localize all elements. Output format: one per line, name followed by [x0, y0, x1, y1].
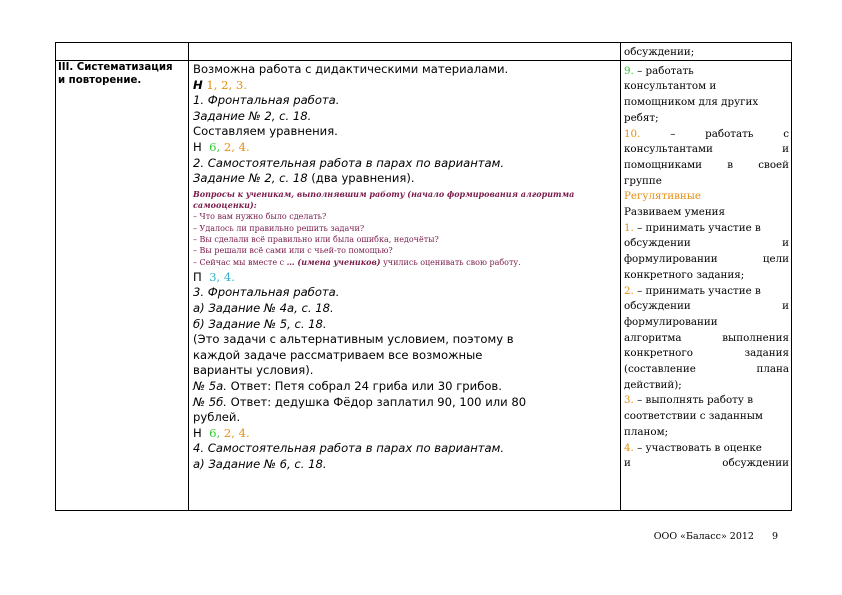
tasks-line-1: Н 1, 2, 3.: [193, 77, 247, 92]
table-border-right: [791, 43, 792, 510]
skill-10: 10. – работать с: [624, 127, 789, 140]
develop-skills-heading: Развиваем умения: [624, 206, 726, 219]
skill-line: соответствии с заданным: [624, 410, 763, 423]
pair-work-2: 4. Самостоятельная работа в парах по вариантам.: [193, 441, 505, 456]
skill-line: обсуждении;: [624, 46, 695, 58]
skill-line: конкретного задания;: [624, 268, 745, 281]
task-2-line: Задание № 2, с. 18.: [193, 108, 312, 123]
answer-5b: № 5б. Ответ: дедушка Фёдор заплатил 90, 100 или 80: [193, 394, 527, 409]
skills-cell: [624, 45, 789, 472]
question-4: – Вы решали всё сами или с чьей-то помощью?: [193, 246, 393, 256]
tasks-line-p: П 3, 4.: [193, 269, 235, 284]
questions-intro-2: самооценки):: [193, 200, 257, 211]
stage-cell: [58, 62, 183, 87]
table-border-left: [55, 43, 56, 510]
question-5: – Сейчас мы вместе с … (имена учеников) учились оценивать свою работу.: [193, 256, 521, 267]
answer-5b-cont: рублей.: [193, 410, 241, 425]
frontal-work-3: 3. Фронтальная работа.: [193, 285, 340, 300]
skill-line: (составление плана: [624, 363, 789, 376]
skill-reg-3: 3. – выполнять работу в: [624, 394, 754, 407]
page-footer: [0, 531, 778, 542]
page-number: 9: [771, 531, 778, 542]
answer-5a: № 5а. Ответ: Петя собрал 24 гриба или 30 грибов.: [193, 378, 502, 393]
tasks-line-3: Н 6, 2, 4.: [193, 425, 250, 440]
intro-line: Возможна работа с дидактическими материалами.: [193, 62, 509, 76]
skill-line: конкретного задания: [624, 347, 789, 360]
task-2-equations: Задание № 2, с. 18 (два уравнения).: [193, 171, 415, 186]
skill-line: обсуждении и: [624, 300, 789, 313]
alt-condition-line-1: (Это задачи с альтернативным условием, поэтому в: [193, 332, 514, 347]
skill-line: помощником для других: [624, 96, 759, 109]
skill-line: помощниками в своей: [624, 158, 789, 171]
skill-line: консультантами и: [624, 143, 789, 156]
frontal-work-1: 1. Фронтальная работа.: [193, 93, 340, 108]
task-6-line: а) Задание № 6, с. 18.: [193, 456, 327, 471]
skill-line: группе: [624, 174, 662, 187]
skill-line: формулировании цели: [624, 253, 789, 266]
teacher-activity-cell: [193, 62, 617, 473]
skill-reg-2: 2. – принимать участие в: [624, 284, 761, 297]
skill-reg-1: 1. – принимать участие в: [624, 221, 761, 234]
skill-9: 9. – работать: [624, 64, 694, 77]
skill-line: формулировании: [624, 315, 718, 328]
lesson-table: [55, 42, 792, 511]
pair-work-1: 2. Самостоятельная работа в парах по вариантам.: [193, 155, 505, 170]
question-2: – Удалось ли правильно решить задачи?: [193, 223, 365, 233]
footer-company: ООО «Баласс» 2012: [653, 531, 754, 542]
equations-line: Составляем уравнения.: [193, 124, 338, 139]
question-1: – Что вам нужно было сделать?: [193, 212, 327, 222]
skill-line: и обсуждении: [624, 457, 789, 470]
column-divider-2: [620, 43, 621, 510]
skill-line: консультантом и: [624, 80, 717, 93]
questions-intro: Вопросы к ученикам, выполнявшим работу (начало формирования алгоритма: [193, 188, 575, 199]
task-5-line: б) Задание № 5, с. 18.: [193, 316, 327, 331]
skill-reg-4: 4. – участвовать в оценке: [624, 441, 762, 454]
tasks-line-2: Н 6, 2, 4.: [193, 139, 250, 154]
question-3: – Вы сделали всё правильно или была ошибка, недочёты?: [193, 234, 439, 244]
skill-line: действий);: [624, 378, 682, 391]
skill-line: алгоритма выполнения: [624, 331, 789, 344]
skill-line: планом;: [624, 425, 669, 438]
alt-condition-line-2: каждой задаче рассматриваем все возможные: [193, 347, 483, 362]
task-4a-line: а) Задание № 4а, с. 18.: [193, 301, 334, 316]
alt-condition-line-3: варианты условия).: [193, 363, 314, 378]
stage-label: III. Систематизация и повторение.: [58, 62, 173, 86]
skill-line: ребят;: [624, 111, 659, 124]
regulative-heading: Регулятивные: [624, 190, 702, 203]
skill-line: обсуждении и: [624, 237, 789, 250]
column-divider-1: [188, 43, 189, 510]
